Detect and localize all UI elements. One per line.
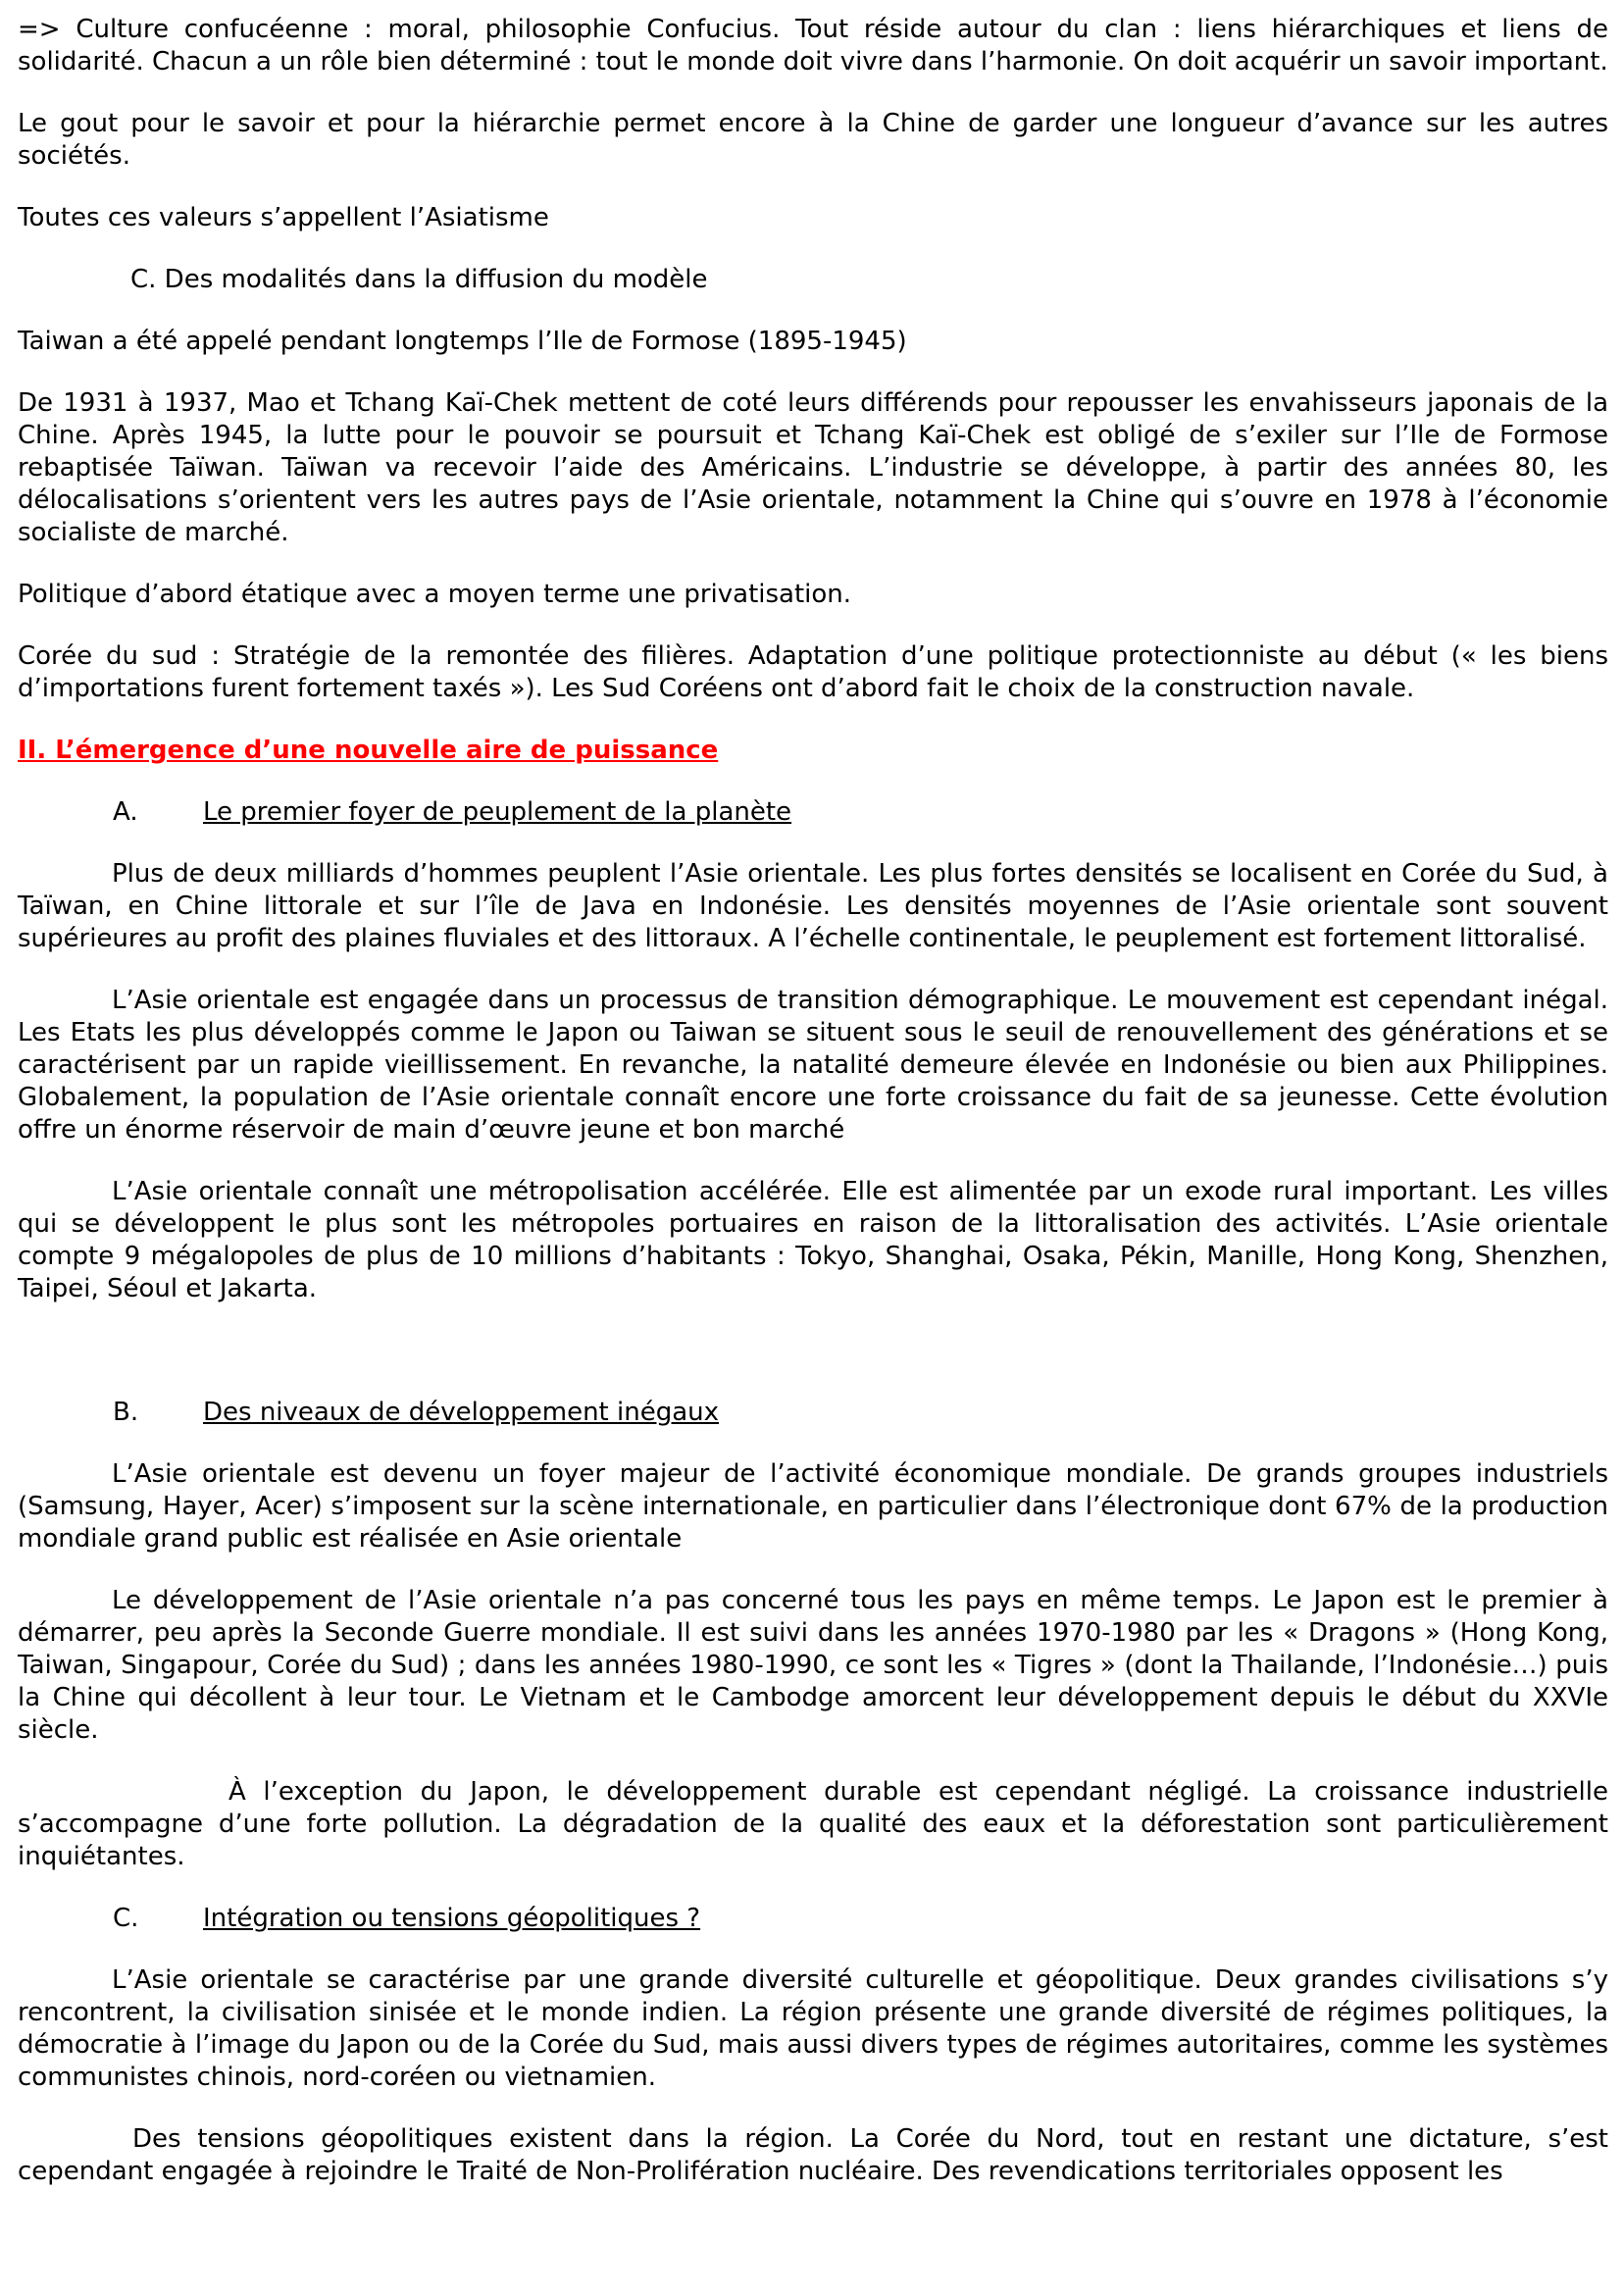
paragraph-peuplement: Plus de deux milliards d’hommes peuplent l’Asie orientale. Les plus fortes densités se localisent en Corée du Sud, à Taïwan, en Chine littorale et sur l’île de Java en Indonésie. Les densités moyennes de l’Asie orientale sont souvent supérieures au profit des plaines fluviales et des littoraux. A l’échelle continentale, le peuplement est fortement littoralisé.	[18, 859, 1608, 953]
subsection-title-c: Intégration ou tensions géopolitiques ?	[203, 1904, 701, 1933]
subsection-heading-c	[18, 1903, 1608, 1935]
paragraph-foyer-economique: L’Asie orientale est devenu un foyer majeur de l’activité économique mondiale. De grands groupes industriels (Samsung, Hayer, Acer) s’imposent sur la scène internationale, en particulier dans l’électronique dont 67% de la production mondiale grand public est réalisée en Asie orientale	[18, 1459, 1608, 1554]
subsection-heading-b	[18, 1397, 1608, 1429]
subsection-title-b: Des niveaux de développement inégaux	[203, 1398, 720, 1427]
subsection-letter-a: A.	[113, 797, 138, 827]
paragraph-politique-etatique: Politique d’abord étatique avec a moyen terme une privatisation.	[18, 580, 852, 609]
paragraph-developpement-pays: Le développement de l’Asie orientale n’a pas concerné tous les pays en même temps. Le Japon est le premier à démarrer, peu après la Seconde Guerre mondiale. Il est suivi dans les années 1970-1980 par les « Dragons » (Hong Kong, Taiwan, Singapour, Corée du Sud) ; dans les années 1980-1990, ce sont les « Tigres » (dont la Thailande, l’Indonésie…) puis la Chine qui décollent à leur tour. Le Vietnam et le Cambodge amorcent leur développement depuis le début du XXVIe siècle.	[18, 1586, 1608, 1745]
subsection-letter-b: B.	[113, 1398, 139, 1427]
paragraph-transition-demographique: L’Asie orientale est engagée dans un processus de transition démographique. Le mouvement est cependant inégal. Les Etats les plus développés comme le Japon ou Taiwan se situent sous le seuil de renouvellement des générations et se caractérisent par un rapide vieillissement. En revanche, la natalité demeure élevée en Indonésie ou bien aux Philippines. Globalement, la population de l’Asie orientale connaît encore une forte croissance du fait de sa jeunesse. Cette évolution offre un énorme réservoir de main d’œuvre jeune et bon marché	[18, 986, 1608, 1145]
paragraph-knowledge-hierarchy: Le gout pour le savoir et pour la hiérarchie permet encore à la Chine de garder une longueur d’avance sur les autres sociétés.	[18, 109, 1608, 171]
document-page	[18, 14, 1608, 2218]
paragraph-diversite: L’Asie orientale se caractérise par une grande diversité culturelle et géopolitique. Deux grandes civilisations s’y rencontrent, la civilisation sinisée et le monde indien. La région présente une grande diversité de régimes politiques, la démocratie à l’image du Japon ou de la Corée du Sud, mais aussi divers types de régimes autoritaires, comme les systèmes communistes chinois, nord-coréen ou vietnamien.	[18, 1965, 1608, 2092]
subsection-letter-c: C.	[113, 1904, 139, 1933]
paragraph-formose: Taiwan a été appelé pendant longtemps l’Ile de Formose (1895-1945)	[18, 327, 907, 356]
subsection-heading-a	[18, 796, 1608, 829]
paragraph-metropolisation: L’Asie orientale connaît une métropolisation accélérée. Elle est alimentée par un exode rural important. Les villes qui se développent le plus sont les métropoles portuaires en raison de la littoralisation des activités. L’Asie orientale compte 9 mégalopoles de plus de 10 millions d’habitants : Tokyo, Shanghai, Osaka, Pékin, Manille, Hong Kong, Shenzhen, Taipei, Séoul et Jakarta.	[18, 1177, 1608, 1303]
spacer	[18, 1335, 1608, 1397]
subsection-heading-c-modalites: C. Des modalités dans la diffusion du modèle	[130, 265, 708, 294]
paragraph-tensions: Des tensions géopolitiques existent dans la région. La Corée du Nord, tout en restant une dictature, s’est cependant engagée à rejoindre le Traité de Non-Prolifération nucléaire. Des revendications territoriales opposent les	[18, 2124, 1608, 2186]
paragraph-developpement-durable: À l’exception du Japon, le développement durable est cependant négligé. La croissance industrielle s’accompagne d’une forte pollution. La dégradation de la qualité des eaux et la déforestation sont particulièrement inquiétantes.	[18, 1777, 1608, 1871]
paragraph-coree-du-sud: Corée du sud : Stratégie de la remontée des filières. Adaptation d’une politique protectionniste au début (« les biens d’importations furent fortement taxés »). Les Sud Coréens ont d’abord fait le choix de la construction navale.	[18, 641, 1608, 703]
paragraph-asiatism: Toutes ces valeurs s’appellent l’Asiatisme	[18, 203, 549, 232]
section-heading-ii: II. L’émergence d’une nouvelle aire de puissance	[18, 736, 719, 765]
paragraph-mao-tchang: De 1931 à 1937, Mao et Tchang Kaï-Chek mettent de coté leurs différends pour repousser les envahisseurs japonais de la Chine. Après 1945, la lutte pour le pouvoir se poursuit et Tchang Kaï-Chek est obligé de s’exiler sur l’Ile de Formose rebaptisée Taïwan. Taïwan va recevoir l’aide des Américains. L’industrie se développe, à partir des années 80, les délocalisations s’orientent vers les autres pays de l’Asie orientale, notamment la Chine qui s’ouvre en 1978 à l’économie socialiste de marché.	[18, 388, 1608, 547]
subsection-title-a: Le premier foyer de peuplement de la planète	[203, 797, 792, 827]
paragraph-confucian-culture: => Culture confucéenne : moral, philosophie Confucius. Tout réside autour du clan : liens hiérarchiques et liens de solidarité. Chacun a un rôle bien déterminé : tout le monde doit vivre dans l’harmonie. On doit acquérir un savoir important.	[18, 15, 1608, 76]
